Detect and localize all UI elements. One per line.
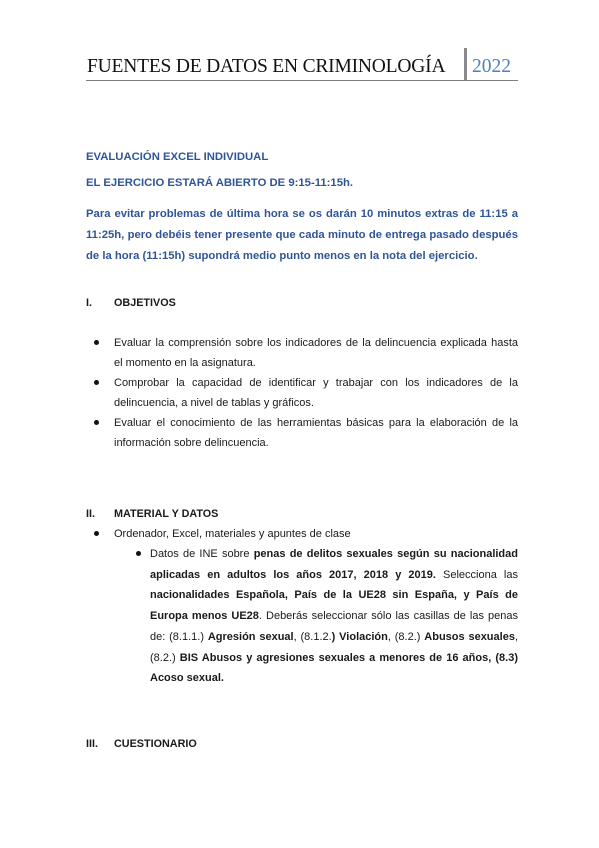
material-list — [94, 524, 518, 544]
section-title: OBJETIVOS — [114, 297, 176, 309]
objetivos-list — [94, 333, 518, 453]
exam-title: EVALUACIÓN EXCEL INDIVIDUAL — [86, 151, 269, 163]
list-item — [94, 333, 518, 373]
text-run: , (8.2.) — [387, 630, 425, 643]
late-submission-notice: Para evitar problemas de última hora se os darán 10 minutos extras de 11:15 a 11:25h, pero debéis tener presente que cada minuto de entrega pasado después de la hora (11:15h) supondrá medio punto menos en la nota del ejercicio. — [86, 208, 518, 262]
datos-subitem — [150, 544, 518, 689]
section-title: CUESTIONARIO — [114, 738, 197, 750]
list-item-text: Evaluar la comprensión sobre los indicadores de la delincuencia explicada hasta el momento en la asignatura. — [114, 337, 518, 369]
bold-run: nacionalidades Española, País de la UE28 sin España, y País de Europa menos UE28 — [150, 589, 518, 623]
text-run: Selecciona las — [435, 568, 518, 581]
bullet-icon — [94, 340, 99, 345]
bold-run: penas de delitos sexuales según su nacionalidad aplicadas en adultos los años 2017, 2018 y 2019. — [150, 548, 518, 581]
list-item-text: Ordenador, Excel, materiales y apuntes de clase — [114, 528, 351, 540]
list-item-text: Evaluar el conocimiento de las herramientas básicas para la elaboración de la información sobre delincuencia. — [114, 417, 518, 449]
bold-run: BIS Abusos y agresiones sexuales a menores de 16 años, (8.3) Acoso sexual. — [150, 651, 518, 685]
bold-run: Abusos sexuales — [424, 630, 515, 643]
bold-run: ) Violación — [331, 630, 388, 643]
list-item — [94, 373, 518, 413]
section-number: I. — [86, 297, 92, 309]
list-item-text: Comprobar la capacidad de identificar y trabajar con los indicadores de la delincuencia, a nivel de tablas y gráficos. — [114, 377, 518, 409]
document-title: FUENTES DE DATOS EN CRIMINOLOGÍA — [87, 56, 446, 77]
text-run: , (8.2.) — [150, 630, 518, 664]
bullet-icon — [94, 420, 99, 425]
text-run: , (8.1.2. — [293, 630, 332, 643]
header-divider — [464, 48, 467, 80]
section-title: MATERIAL Y DATOS — [114, 508, 219, 520]
section-objetivos-heading — [86, 297, 176, 309]
bullet-icon — [94, 380, 99, 385]
section-number: III. — [86, 738, 98, 750]
section-number: II. — [86, 508, 95, 520]
section-cuestionario-heading — [86, 738, 197, 750]
text-run: Datos de INE sobre — [150, 548, 254, 560]
bullet-icon — [94, 531, 99, 536]
exam-schedule: EL EJERCICIO ESTARÁ ABIERTO DE 9:15-11:15h. — [86, 177, 354, 189]
page-header — [86, 44, 518, 81]
text-run: . Deberás seleccionar sólo las casillas de las penas de: (8.1.1.) — [150, 610, 518, 643]
bullet-icon — [136, 551, 141, 556]
bold-run: Agresión sexual — [207, 630, 294, 643]
document-year: 2022 — [472, 56, 511, 77]
list-item — [94, 524, 518, 544]
list-item — [94, 413, 518, 453]
section-material-heading — [86, 508, 218, 520]
